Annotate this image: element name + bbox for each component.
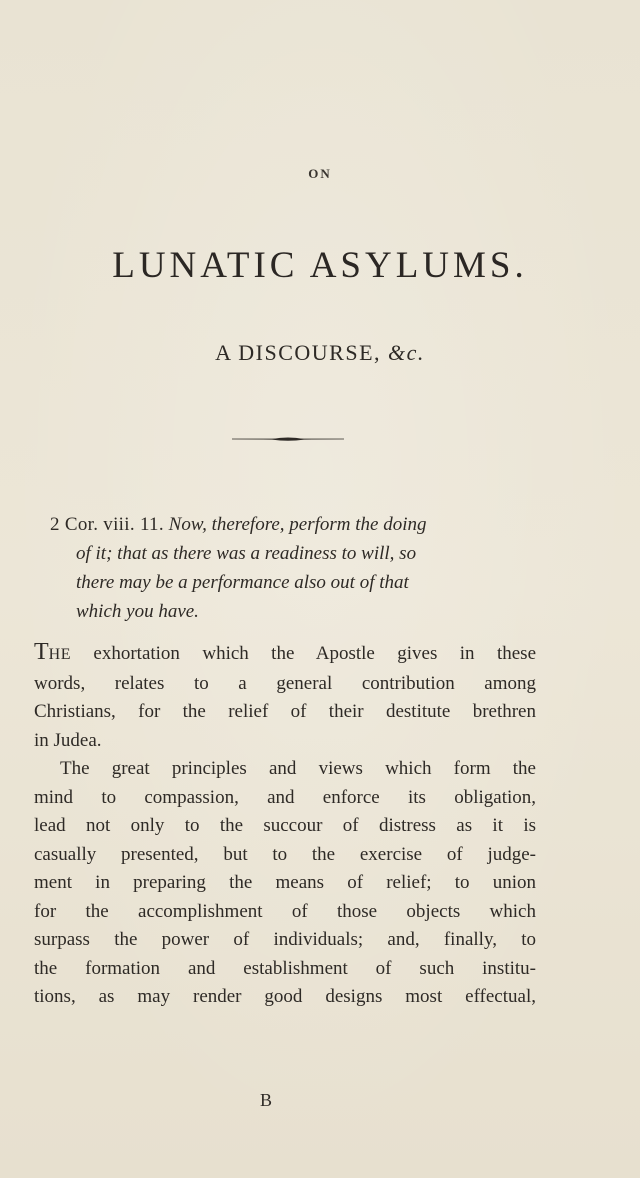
- page-title: LUNATIC ASYLUMS.: [112, 245, 528, 286]
- body-line: ment in preparing the means of relief; to union: [34, 872, 536, 893]
- body-line: the formation and establishment of such institu-: [34, 957, 536, 979]
- scripture-reference: 2 Cor. viii. 11.: [50, 514, 164, 535]
- body-line: lead not only to the succour of distress as it is: [34, 815, 536, 836]
- body-line: exhortation which the Apostle gives in these: [93, 643, 536, 664]
- subtitle-main: A DISCOURSE,: [215, 340, 382, 365]
- epigraph-line: there may be a performance also out of that: [76, 572, 409, 593]
- drop-initial: T: [34, 639, 49, 665]
- body-line: The great principles and views which form the: [60, 758, 536, 779]
- body-line: in Judea.: [34, 729, 102, 751]
- heading-on: ON: [308, 166, 332, 181]
- epigraph-line: Now, therefore, perform the doing: [168, 514, 427, 535]
- body-text: [34, 638, 536, 1012]
- body-line: casually presented, but to the exercise of judge-: [34, 843, 536, 865]
- signature-mark: B: [259, 1090, 272, 1110]
- ornamental-rule: [232, 436, 344, 442]
- subtitle: [0, 340, 640, 366]
- body-line: surpass the power of individuals; and, finally, to: [34, 929, 536, 950]
- first-word-rest: HE: [48, 646, 71, 663]
- subtitle-etc: &c.: [388, 340, 425, 365]
- body-line: Christians, for the relief of their destitute brethren: [34, 701, 536, 722]
- body-line: for the accomplishment of those objects which: [34, 900, 536, 922]
- epigraph: [50, 510, 550, 626]
- body-line: words, relates to a general contribution among: [34, 672, 536, 694]
- paragraph-1-line-1: [34, 638, 536, 670]
- body-line: tions, as may render good designs most effectual,: [34, 986, 536, 1007]
- epigraph-line: of it; that as there was a readiness to will, so: [76, 543, 417, 564]
- epigraph-line: which you have.: [76, 601, 199, 622]
- body-line: mind to compassion, and enforce its obligation,: [34, 786, 536, 808]
